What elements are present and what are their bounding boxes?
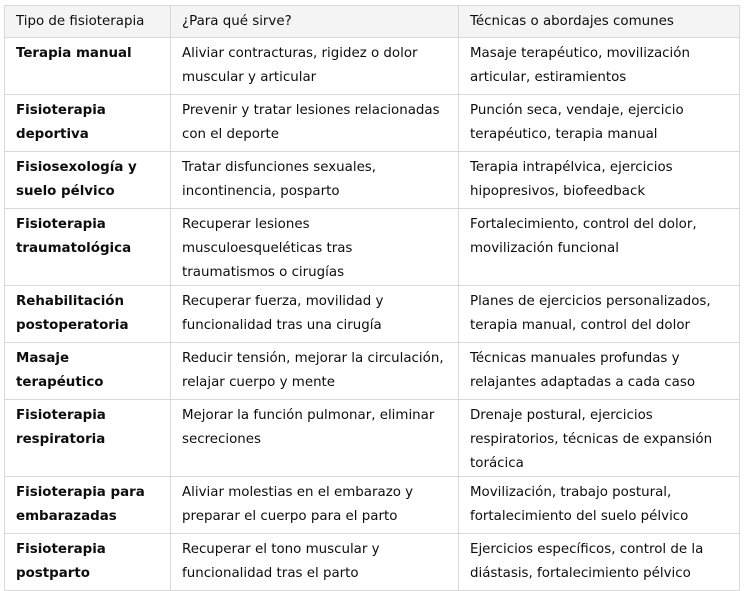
table-row	[5, 209, 740, 286]
cell-type: Fisioterapia respiratoria	[5, 400, 171, 477]
header-purpose: ¿Para qué sirve?	[171, 6, 459, 38]
cell-purpose: Aliviar contracturas, rigidez o dolor muscular y articular	[171, 38, 459, 95]
table-row	[5, 400, 740, 477]
cell-purpose: Recuperar fuerza, movilidad y funcionalidad tras una cirugía	[171, 286, 459, 343]
header-techniques: Técnicas o abordajes comunes	[459, 6, 740, 38]
cell-purpose: Prevenir y tratar lesiones relacionadas con el deporte	[171, 95, 459, 152]
cell-type: Fisioterapia traumatológica	[5, 209, 171, 286]
cell-purpose: Aliviar molestias en el embarazo y preparar el cuerpo para el parto	[171, 477, 459, 534]
table-row	[5, 477, 740, 534]
cell-techniques: Drenaje postural, ejercicios respiratorios, técnicas de expansión torácica	[459, 400, 740, 477]
table-row	[5, 152, 740, 209]
cell-purpose: Reducir tensión, mejorar la circulación, relajar cuerpo y mente	[171, 343, 459, 400]
physio-types-table	[4, 5, 740, 591]
table-row	[5, 38, 740, 95]
table-row	[5, 534, 740, 591]
cell-techniques: Técnicas manuales profundas y relajantes adaptadas a cada caso	[459, 343, 740, 400]
cell-type: Terapia manual	[5, 38, 171, 95]
cell-techniques: Ejercicios específicos, control de la diástasis, fortalecimiento pélvico	[459, 534, 740, 591]
cell-techniques: Movilización, trabajo postural, fortalecimiento del suelo pélvico	[459, 477, 740, 534]
cell-purpose: Recuperar lesiones musculoesqueléticas tras traumatismos o cirugías	[171, 209, 459, 286]
cell-type: Masaje terapéutico	[5, 343, 171, 400]
cell-type: Fisiosexología y suelo pélvico	[5, 152, 171, 209]
header-type: Tipo de fisioterapia	[5, 6, 171, 38]
table-header	[5, 6, 740, 38]
cell-purpose: Tratar disfunciones sexuales, incontinencia, posparto	[171, 152, 459, 209]
physio-types-table-container	[4, 5, 739, 581]
cell-techniques: Masaje terapéutico, movilización articular, estiramientos	[459, 38, 740, 95]
cell-type: Fisioterapia deportiva	[5, 95, 171, 152]
table-row	[5, 286, 740, 343]
cell-purpose: Recuperar el tono muscular y funcionalidad tras el parto	[171, 534, 459, 591]
cell-techniques: Terapia intrapélvica, ejercicios hipopresivos, biofeedback	[459, 152, 740, 209]
cell-type: Rehabilitación postoperatoria	[5, 286, 171, 343]
table-body	[5, 38, 740, 591]
cell-type: Fisioterapia postparto	[5, 534, 171, 591]
cell-purpose: Mejorar la función pulmonar, eliminar secreciones	[171, 400, 459, 477]
table-row	[5, 95, 740, 152]
cell-type: Fisioterapia para embarazadas	[5, 477, 171, 534]
table-row	[5, 343, 740, 400]
table-header-row	[5, 6, 740, 38]
cell-techniques: Fortalecimiento, control del dolor, movilización funcional	[459, 209, 740, 286]
cell-techniques: Punción seca, vendaje, ejercicio terapéutico, terapia manual	[459, 95, 740, 152]
cell-techniques: Planes de ejercicios personalizados, terapia manual, control del dolor	[459, 286, 740, 343]
